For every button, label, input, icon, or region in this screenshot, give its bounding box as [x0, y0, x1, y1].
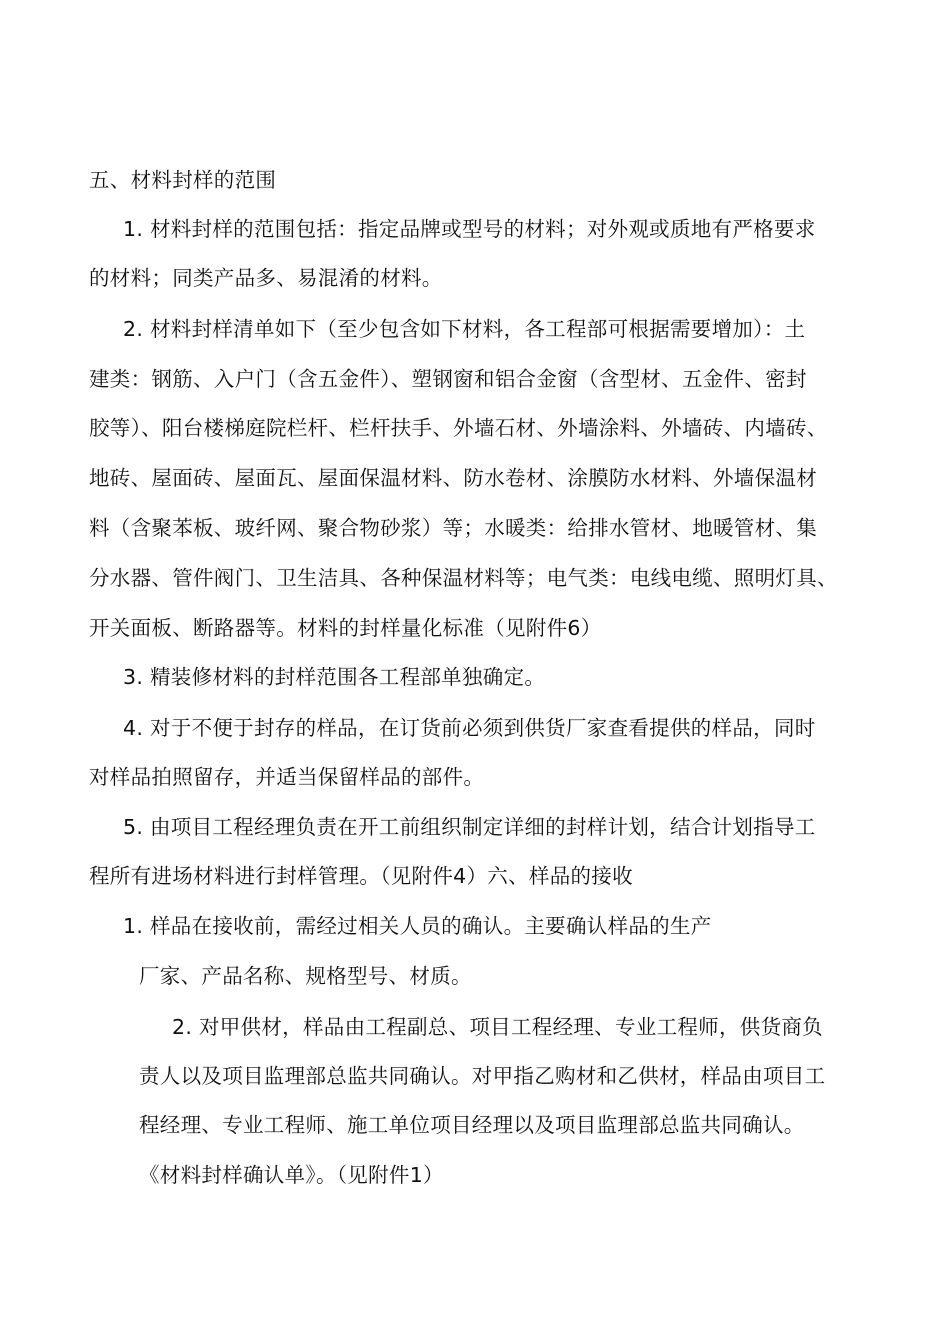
paragraph-line: 程经理、专业工程师、施工单位项目经理以及项目监理部总监共同确认。: [139, 1113, 805, 1137]
paragraph-line: 《材料封样确认单》。（见附件1）: [139, 1163, 444, 1187]
paragraph-line: 对样品拍照留存，并适当保留样品的部件。: [89, 765, 485, 789]
paragraph-line: 的材料；同类产品多、易混淆的材料。: [89, 266, 443, 290]
paragraph-line: 1. 样品在接收前，需经过相关人员的确认。主要确认样品的生产: [123, 914, 712, 938]
paragraph-line: 1. 材料封样的范围包括：指定品牌或型号的材料；对外观或质地有严格要求: [123, 217, 816, 241]
paragraph-line: 2. 对甲供材，样品由工程副总、项目工程经理、专业工程师，供货商负: [172, 1015, 823, 1039]
paragraph-line: 分水器、管件阀门、卫生洁具、各种保温材料等；电气类：电线电缆、照明灯具、: [89, 566, 838, 590]
paragraph-line: 2. 材料封样清单如下（至少包含如下材料，各工程部可根据需要增加）：土: [123, 317, 806, 341]
section-heading: 五、材料封样的范围: [89, 168, 277, 192]
paragraph-line: 3. 精装修材料的封样范围各工程部单独确定。: [123, 665, 546, 689]
paragraph-line: 胶等）、阳台楼梯庭院栏杆、栏杆扶手、外墙石材、外墙涂料、外墙砖、内墙砖、: [89, 416, 828, 440]
paragraph-line: 开关面板、断路器等。材料的封样量化标准（见附件6）: [89, 616, 602, 640]
paragraph-line: 程所有进场材料进行封样管理。（见附件4）六、样品的接收: [89, 864, 633, 888]
paragraph-line: 料（含聚苯板、玻纤网、聚合物砂浆）等；水暖类：给排水管材、地暖管材、集: [89, 516, 817, 540]
paragraph-line: 建类：钢筋、入户门（含五金件）、塑钢窗和铝合金窗（含型材、五金件、密封: [89, 367, 807, 391]
paragraph-line: 4. 对于不便于封存的样品，在订货前必须到供货厂家查看提供的样品，同时: [123, 716, 816, 740]
paragraph-line: 地砖、屋面砖、屋面瓦、屋面保温材料、防水卷材、涂膜防水材料、外墙保温材: [89, 466, 817, 490]
paragraph-line: 责人以及项目监理部总监共同确认。对甲指乙购材和乙供材，样品由项目工: [139, 1064, 826, 1088]
paragraph-line: 厂家、产品名称、规格型号、材质。: [139, 964, 472, 988]
paragraph-line: 5. 由项目工程经理负责在开工前组织制定详细的封样计划，结合计划指导工: [123, 815, 816, 839]
